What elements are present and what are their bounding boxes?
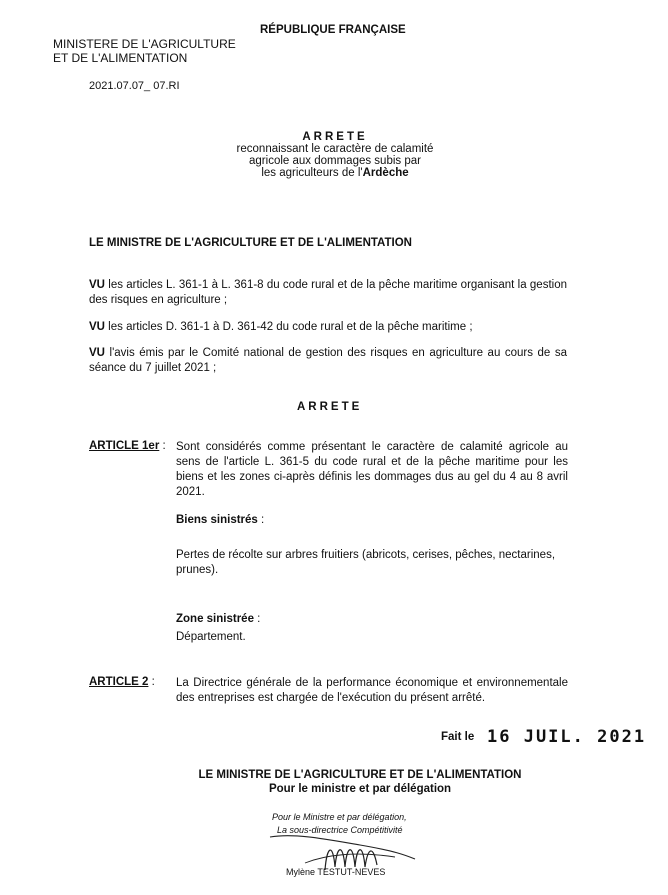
consideration-1: [89, 278, 567, 308]
minister-heading: LE MINISTRE DE L'AGRICULTURE ET DE L'ALIMENTATION: [89, 237, 412, 249]
vu-label: VU: [89, 321, 105, 333]
article-2-label-wrap: [89, 676, 155, 688]
article-2-colon: :: [148, 676, 155, 688]
biens-sinistres-text: Pertes de récolte sur arbres fruitiers (abricots, cerises, pêches, nectarines, prunes).: [176, 549, 556, 576]
article-1-text: Sont considérés comme présentant le caractère de calamité agricole au sens de l'article L. 361-5 du code rural et de la pêche maritime pour les biens et les zones ci-après définis les dommages dus au gel du 4 au 8 avril 2021.: [176, 441, 568, 498]
article-2-label: ARTICLE 2: [89, 676, 149, 688]
zone-sinistree-heading: [176, 613, 260, 625]
consideration-text: les articles D. 361-1 à D. 361-42 du code rural et de la pêche maritime ;: [104, 321, 473, 333]
ministry-name-line1: MINISTERE DE L'AGRICULTURE: [53, 37, 236, 51]
consideration-text: l'avis émis par le Comité national de gestion des risques en agriculture au cours de sa séance du 7 juillet 2021 ;: [89, 347, 567, 374]
title-line-3: [200, 167, 470, 179]
document-reference: 2021.07.07_ 07.RI: [89, 80, 180, 92]
title-line-1: reconnaissant le caractère de calamité: [236, 143, 434, 155]
biens-sinistres-heading: [176, 514, 264, 526]
zone-sinistree-label: Zone sinistrée: [176, 613, 254, 625]
stamp-delegation-line: Pour le Ministre et par délégation,: [272, 812, 407, 822]
title-line-2: agricole aux dommages subis par: [249, 155, 421, 167]
title-department: Ardèche: [362, 167, 409, 179]
signature-minister: LE MINISTRE DE L'AGRICULTURE ET DE L'ALIMENTATION: [198, 769, 522, 781]
article-1-label: ARTICLE 1er: [89, 440, 160, 452]
article-1-label-wrap: [89, 440, 166, 452]
title-block: [200, 131, 470, 179]
vu-label: VU: [89, 279, 105, 291]
stamp-subdirectorate-line: La sous-directrice Compétitivité: [277, 825, 403, 835]
consideration-2: [89, 320, 567, 335]
biens-sinistres-label: Biens sinistrés: [176, 514, 258, 526]
republic-heading: RÉPUBLIQUE FRANÇAISE: [260, 24, 406, 36]
fait-le-label: Fait le: [441, 731, 475, 743]
handwritten-signature: [265, 815, 425, 875]
vu-label: VU: [89, 347, 105, 359]
zone-sinistree-colon: :: [253, 613, 261, 625]
consideration-3: [89, 346, 567, 376]
signature-delegation: Pour le ministre et par délégation: [268, 783, 452, 795]
title-line-3-prefix: les agriculteurs de l': [261, 167, 363, 179]
ministry-name-line2: ET DE L'ALIMENTATION: [53, 51, 188, 65]
zone-sinistree-text: Département.: [176, 631, 246, 643]
title-heading: ARRETE: [302, 131, 368, 143]
article-2-text: La Directrice générale de la performance économique et environnementale des entreprises est chargée de l'exécution du présent arrêté.: [176, 677, 568, 704]
signer-name: Mylène TESTUT-NEVES: [286, 867, 386, 877]
consideration-text: les articles L. 361-1 à L. 361-8 du code rural et de la pêche maritime organisant la gestion des risques en agriculture ;: [89, 279, 567, 306]
arrete-heading: ARRETE: [297, 401, 363, 413]
article-1-colon: :: [159, 440, 166, 452]
date-stamp: 16 JUIL. 2021: [487, 727, 647, 747]
biens-sinistres-colon: :: [257, 514, 265, 526]
